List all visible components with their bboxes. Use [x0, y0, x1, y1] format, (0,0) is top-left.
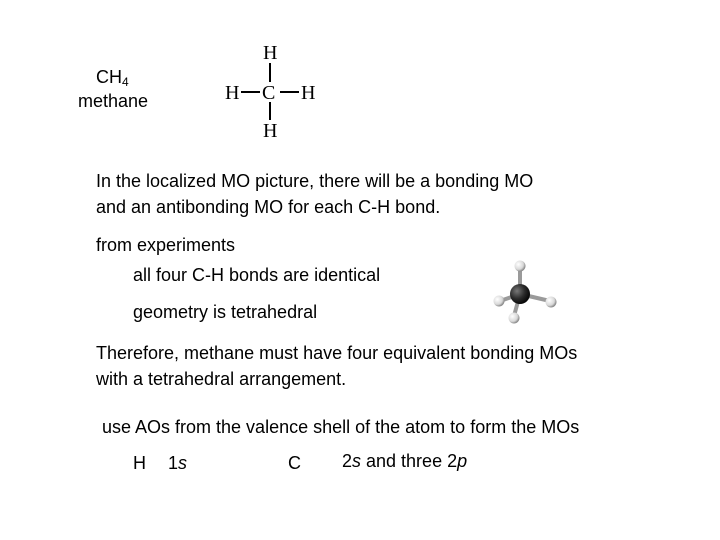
carbon-label: C: [288, 453, 301, 473]
lewis-top-h: H: [263, 42, 278, 64]
molecule-formula: $CH_4$: [96, 67, 129, 89]
paragraph-line-2: and an antibonding MO for each C-H bond.: [96, 197, 441, 217]
lewis-center-c: C: [262, 82, 276, 104]
lewis-left-h: H: [225, 82, 240, 104]
carbon-orbitals: 2s and three 2p: [342, 451, 468, 471]
lewis-right-h: H: [301, 82, 316, 104]
formula-subscript: 4: [122, 75, 129, 89]
model-hydrogen-left: [494, 296, 505, 307]
valence-shell-statement: use AOs from the valence shell of the atom to form the MOs: [102, 417, 580, 437]
hydrogen-label: H: [133, 453, 146, 473]
model-carbon: [510, 284, 530, 304]
conclusion-line-2: with a tetrahedral arrangement.: [96, 369, 347, 389]
lewis-bottom-h: H: [263, 120, 278, 140]
hydrogen-orbitals: 1s: [168, 453, 188, 473]
model-hydrogen-bottom: [509, 313, 520, 324]
methane-ball-and-stick-model: [490, 258, 562, 328]
lewis-structure: [222, 40, 322, 140]
model-hydrogen-top: [515, 261, 526, 272]
paragraph-line-1: In the localized MO picture, there will be a bonding MO: [96, 171, 534, 191]
conclusion-line-1: Therefore, methane must have four equivalent bonding MOs: [96, 343, 578, 363]
model-hydrogen-right: [546, 297, 557, 308]
experiment-point-geometry: geometry is tetrahedral: [133, 302, 318, 322]
experiments-heading: from experiments: [96, 235, 236, 255]
experiment-point-bonds: all four C-H bonds are identical: [133, 265, 381, 285]
molecule-name: methane: [78, 91, 149, 111]
